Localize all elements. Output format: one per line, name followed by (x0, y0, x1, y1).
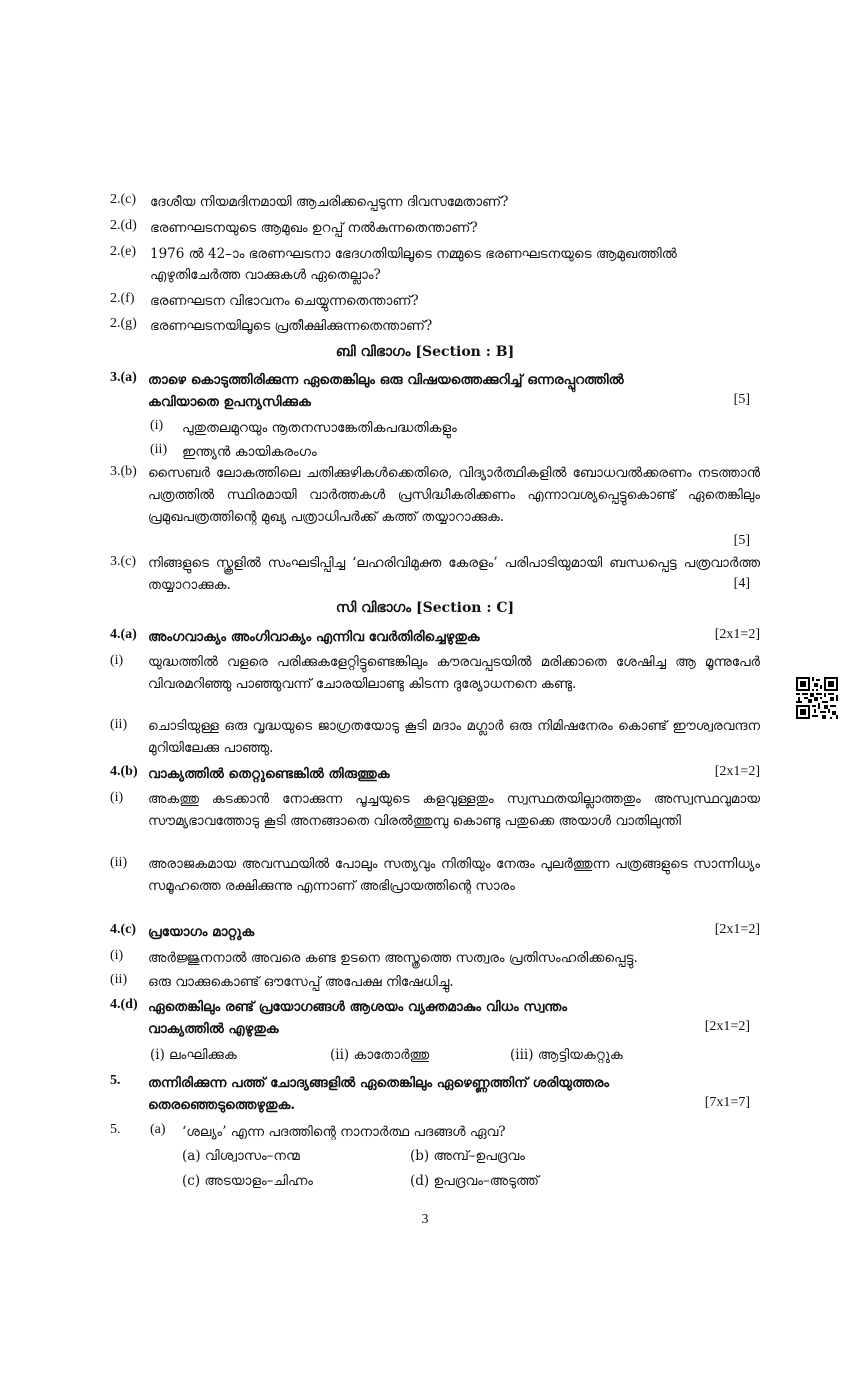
question-number: 4.(d) (110, 997, 138, 1012)
question-number: 2.(d) (110, 218, 137, 233)
marks: [5] (733, 392, 750, 407)
question-number: 3.(b) (110, 464, 137, 479)
question-text: ഭരണഘടനയിലൂടെ പ്രതീക്ഷിക്കുന്നതെന്താണ്? (150, 318, 433, 334)
question-title: ഏതെങ്കിലും രണ്ട് പ്രയോഗങ്ങൾ ആശയം വ്യക്തമാകും വിധം സ്വന്തം (148, 999, 568, 1015)
question-number: 2.(e) (110, 244, 137, 259)
question-text: ഭരണഘടന വിഭാവനം ചെയ്യുന്നതെന്താണ്? (150, 293, 419, 309)
question-title: താഴെ കൊടുത്തിരിക്കുന്ന ഏതെങ്കിലും ഒരു വിഷയത്തെക്കുറിച്ച് ഒന്നരപ്പുറത്തിൽ (148, 372, 624, 388)
item-number: (i) (110, 790, 124, 805)
question-text: നിങ്ങളുടെ സ്കൂളിൽ സംഘടിപ്പിച്ച ‘ലഹരിവിമുക്ത കേരളം’ പരിപാടിയുമായി ബന്ധപ്പെട്ട പത്രവാർത്ത തയ്യാറാക്കുക. (148, 555, 760, 593)
answer-option: (d) ഉപദ്രവം–അടുത്ത് (410, 1173, 539, 1189)
option-text: ഇന്ത്യൻ കായികരംഗം (182, 444, 317, 460)
item-text: ഒരു വാക്കുകൊണ്ട് ഔസേപ്പ് അപേക്ഷ നിഷേധിച്ചു. (148, 974, 454, 990)
question-text: ദേശീയ നിയമദിനമായി ആചരിക്കപ്പെടുന്ന ദിവസമേതാണ്? (150, 194, 509, 210)
marks: [2x1=2] (714, 764, 760, 779)
marks: [5] (733, 533, 750, 548)
marks: [2x1=2] (704, 1019, 750, 1034)
item-number: (i) (110, 653, 124, 668)
page-number: 3 (421, 1212, 429, 1227)
option-text: (i) ലംഘിക്കുക (150, 1047, 237, 1063)
option-number: (ii) (150, 442, 168, 457)
option-number: (i) (150, 418, 164, 433)
answer-option: (b) അമ്പ്–ഉപദ്രവം (410, 1148, 525, 1164)
item-text: അകത്തു കടക്കാൻ നോക്കുന്ന പൂച്ചയുടെ കളവുള്ളതും സ്വസ്ഥതയില്ലാത്തതും അസ്വസ്ഥവുമായ സൗമ്യഭാവത്തോടു കൂടി അനങ്ങാതെ വിരൽത്തുമ്പു കൊണ്ടു പതുക്കെ അയാൾ വാതിലുന്തി (148, 791, 760, 829)
question-title: അംഗവാക്യം അംഗിവാക്യം എന്നിവ വേർതിരിച്ചെഴുതുക (148, 629, 480, 645)
option-text: (ii) കാതോർത്തു (330, 1047, 430, 1063)
question-number: 4.(b) (110, 764, 138, 779)
sub-question-number: (a) (150, 1122, 166, 1137)
question-text: ‘ശല്യം’ എന്ന പദത്തിന്റെ നാനാർത്ഥ പദങ്ങൾ ഏവ? (182, 1124, 506, 1140)
option-text: പുതുതലമുറയും നൂതനസാങ്കേതികപദ്ധതികളും (182, 420, 457, 436)
question-title-continued: കവിയാതെ ഉപന്യസിക്കുക (148, 394, 311, 410)
question-number: 3.(a) (110, 370, 137, 385)
question-number: 2.(g) (110, 316, 137, 331)
marks: [2x1=2] (714, 922, 760, 937)
item-number: (ii) (110, 972, 128, 987)
question-number: 3.(c) (110, 554, 137, 569)
item-text: അർജ്ജുനനാൽ അവരെ കണ്ട ഉടനെ അസ്ത്രത്തെ സത്വരം പ്രതിസംഹരിക്കപ്പെട്ടു. (148, 950, 638, 966)
question-text-continued: എഴുതിചേർത്ത വാക്കുകൾ ഏതെല്ലാം? (150, 267, 381, 283)
question-number: 5. (110, 1073, 121, 1088)
question-text: സൈബർ ലോകത്തിലെ ചതിക്കുഴികൾക്കെതിരെ, വിദ്യാർത്ഥികളിൽ ബോധവൽക്കരണം നടത്താൻ പത്രത്തിൽ സ്ഥിരമായി വാർത്തകൾ പ്രസിദ്ധീകരിക്കണം എന്നാവശ്യപ്പെട്ടുകൊണ്ട് ഏതെങ്കിലും പ്രമുഖപത്രത്തിന്റെ മുഖ്യ പത്രാധിപർക്ക് കത്ത് തയ്യാറാക്കുക. (148, 465, 760, 525)
question-text: ഭരണഘടനയുടെ ആമുഖം ഉറപ്പ് നൽകുന്നതെന്താണ്? (150, 220, 478, 236)
question-title: പ്രയോഗം മാറ്റുക (148, 924, 255, 940)
question-number: 2.(f) (110, 291, 135, 306)
marks: [4] (733, 576, 750, 591)
answer-option: (a) വിശ്വാസം–നന്മ (182, 1148, 300, 1164)
item-text: യുദ്ധത്തിൽ വളരെ പരിക്കുകളേറ്റിട്ടുണ്ടെങ്കിലും കൗരവപ്പടയിൽ മരിക്കാതെ ശേഷിച്ച ആ മൂന്നുപേർ വിവരമറിഞ്ഞു പാഞ്ഞുവന്ന് ചോരയിലാണ്ടു കിടന്ന ദുര്യോധനനെ കണ്ടു. (148, 654, 760, 692)
section-c-heading: സി വിഭാഗം [Section : C] (335, 600, 515, 616)
question-title: വാക്യത്തിൽ തെറ്റുണ്ടെങ്കിൽ തിരുത്തുക (148, 766, 390, 782)
marks: [7x1=7] (704, 1095, 750, 1110)
qr-code-icon (796, 677, 838, 719)
item-number: (ii) (110, 855, 128, 870)
section-b-heading: ബി വിഭാഗം [Section : B] (335, 344, 515, 360)
question-text: 1976 ൽ 42–ാം ഭരണഘടനാ ഭേദഗതിയിലൂടെ നമ്മുടെ ഭരണഘടനയുടെ ആമുഖത്തിൽ (150, 246, 677, 262)
question-title-continued: തെരഞ്ഞെടുത്തെഴുതുക. (148, 1097, 296, 1113)
item-number: (i) (110, 948, 124, 963)
marks: [2x1=2] (714, 627, 760, 642)
option-text: (iii) ആട്ടിയകറ്റുക (510, 1047, 623, 1063)
answer-option: (c) അടയാളം–ചിഹ്നം (182, 1173, 313, 1189)
item-text: ചൊടിയുള്ള ഒരു വൃദ്ധയുടെ ജാഗ്രതയോടു കൂടി മദാം മഗ്ലാർ ഒരു നിമിഷനേരം കൊണ്ട് ഈശ്വരവന്ദന മുറിയിലേക്കു പാഞ്ഞു. (148, 718, 760, 756)
question-title-continued: വാക്യത്തിൽ എഴുതുക (148, 1021, 279, 1037)
item-text: അരാജകമായ അവസ്ഥയിൽ പോലും സത്യവും നിതിയും നേരും പുലർത്തുന്ന പത്രങ്ങളുടെ സാന്നിധ്യം സമൂഹത്തെ രക്ഷിക്കുന്നു എന്നാണ് അഭിപ്രായത്തിന്റെ സാരം (148, 856, 760, 894)
item-number: (ii) (110, 717, 128, 732)
question-number: 4.(c) (110, 922, 137, 937)
question-number: 5. (110, 1122, 121, 1137)
question-number: 4.(a) (110, 627, 137, 642)
question-title: തന്നിരിക്കുന്ന പത്ത് ചോദ്യങ്ങളിൽ ഏതെങ്കിലും ഏഴെണ്ണത്തിന് ശരിയുത്തരം (148, 1075, 610, 1091)
question-number: 2.(c) (110, 192, 137, 207)
